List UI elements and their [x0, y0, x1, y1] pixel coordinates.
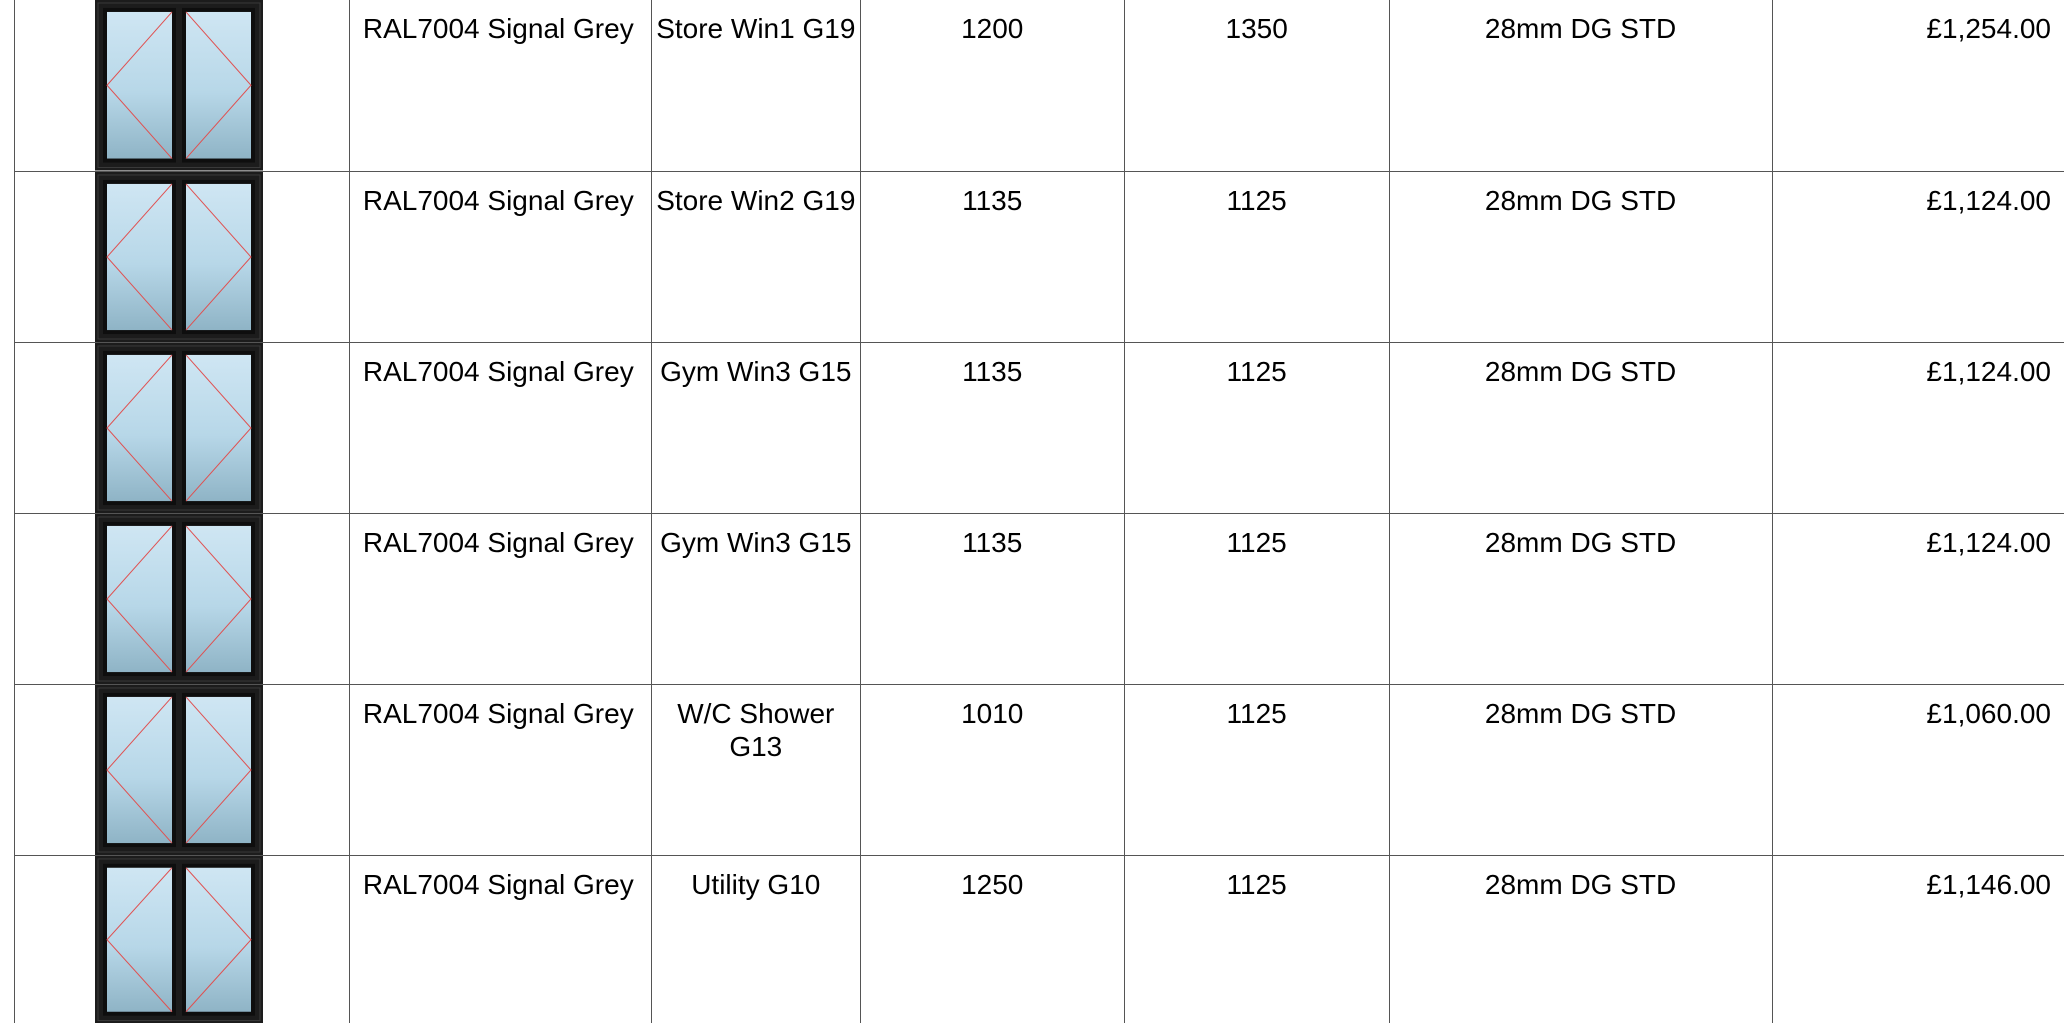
- reference-cell: Store Win2 G19: [651, 171, 860, 342]
- glass-cell: 28mm DG STD: [1389, 513, 1772, 684]
- price-cell: £1,124.00: [1772, 342, 2064, 513]
- price-cell: £1,124.00: [1772, 513, 2064, 684]
- width-cell: 1200: [860, 0, 1124, 171]
- height-cell: 1125: [1124, 342, 1389, 513]
- glass-cell: 28mm DG STD: [1389, 855, 1772, 1023]
- reference-cell: Gym Win3 G15: [651, 513, 860, 684]
- width-cell: 1135: [860, 342, 1124, 513]
- colour-cell: RAL7004 Signal Grey: [349, 855, 651, 1023]
- colour-cell: RAL7004 Signal Grey: [349, 0, 651, 171]
- glass-cell: 28mm DG STD: [1389, 684, 1772, 855]
- window-image-cell: [15, 171, 350, 342]
- width-cell: 1250: [860, 855, 1124, 1023]
- table-row: [15, 342, 2064, 513]
- double-casement-window-icon: [95, 514, 263, 684]
- reference-cell: Gym Win3 G15: [651, 342, 860, 513]
- height-cell: 1125: [1124, 684, 1389, 855]
- width-cell: 1135: [860, 171, 1124, 342]
- table-row: [15, 513, 2064, 684]
- height-cell: 1125: [1124, 855, 1389, 1023]
- window-image-cell: [15, 342, 350, 513]
- double-casement-window-icon: [95, 343, 263, 513]
- colour-cell: RAL7004 Signal Grey: [349, 684, 651, 855]
- price-cell: £1,254.00: [1772, 0, 2064, 171]
- width-cell: 1135: [860, 513, 1124, 684]
- glass-cell: 28mm DG STD: [1389, 171, 1772, 342]
- reference-cell: Store Win1 G19: [651, 0, 860, 171]
- reference-cell: Utility G10: [651, 855, 860, 1023]
- window-image-cell: [15, 855, 350, 1023]
- colour-cell: RAL7004 Signal Grey: [349, 342, 651, 513]
- window-image-cell: [15, 684, 350, 855]
- window-image-cell: [15, 513, 350, 684]
- double-casement-window-icon: [95, 172, 263, 342]
- double-casement-window-icon: [95, 0, 263, 171]
- reference-cell: W/C Shower G13: [651, 684, 860, 855]
- table-row: [15, 171, 2064, 342]
- height-cell: 1350: [1124, 0, 1389, 171]
- glass-cell: 28mm DG STD: [1389, 0, 1772, 171]
- table-row: [15, 684, 2064, 855]
- price-cell: £1,146.00: [1772, 855, 2064, 1023]
- price-cell: £1,124.00: [1772, 171, 2064, 342]
- height-cell: 1125: [1124, 171, 1389, 342]
- double-casement-window-icon: [95, 856, 263, 1024]
- height-cell: 1125: [1124, 513, 1389, 684]
- window-image-cell: [15, 0, 350, 171]
- double-casement-window-icon: [95, 685, 263, 855]
- colour-cell: RAL7004 Signal Grey: [349, 513, 651, 684]
- quote-line-items-table: [14, 0, 2064, 1023]
- glass-cell: 28mm DG STD: [1389, 342, 1772, 513]
- colour-cell: RAL7004 Signal Grey: [349, 171, 651, 342]
- table-row: [15, 0, 2064, 171]
- quote-table-body: [15, 0, 2064, 1023]
- price-cell: £1,060.00: [1772, 684, 2064, 855]
- table-row: [15, 855, 2064, 1023]
- width-cell: 1010: [860, 684, 1124, 855]
